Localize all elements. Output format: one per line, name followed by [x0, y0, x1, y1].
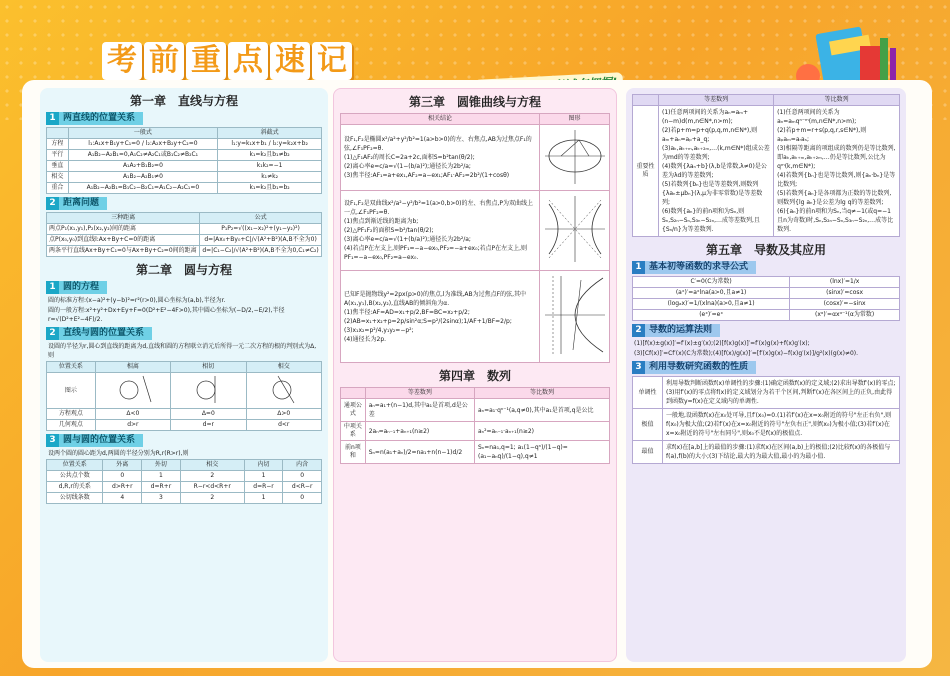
text-line: (3)aₖ,aₖ₊ₘ,aₖ₊₂ₘ,…(k,m∈N*)组成公差为md的等差数列;	[662, 145, 770, 161]
table-cell: A₁A₂+B₁B₂=0	[68, 161, 218, 172]
table-header	[47, 128, 69, 139]
text-line: 设F₁,F₂是椭圆x²/a²+y²/b²=1(a>b>0)的左、右焦点,AB为过焦点F₁的弦,∠F₁PF₂=θ.	[344, 136, 532, 152]
function-property-table	[632, 376, 900, 464]
table-cell: d=|C₁−C₂|/√(A²+B²)(A,B不全为0,C₁≠C₂)	[200, 246, 322, 257]
table-cell: aₙ²=aₙ₋₁·aₙ₊₁(n≥2)	[475, 422, 610, 441]
table-cell: 0	[283, 493, 322, 504]
table-cell: 垂直	[47, 161, 69, 172]
table-row	[341, 271, 610, 363]
table-cell: 2aₙ=aₙ₋₁+aₙ₊₁(n≥2)	[365, 422, 474, 441]
title-char: 点	[228, 42, 268, 80]
table-row	[633, 409, 900, 441]
text-line: (4)通径长为2p.	[344, 335, 387, 343]
diagram-tangent	[171, 373, 246, 409]
table-cell: (lnx)′=1/x	[790, 277, 900, 288]
text-line: (4)若数列{bₙ}也是等比数列,则{aₙ·bₙ}是等比数列;	[777, 172, 896, 188]
text-line: (5)若数列{bₙ}也是等差数列,则数列{λaₙ±μbₙ}(λ,μ为非零常数)是等差数列;	[662, 181, 763, 206]
table-row	[47, 246, 322, 257]
text-line: (6)数列{aₙ}的前n项和为Sₙ,则Sₙ,S₂ₙ−Sₙ,S₃ₙ−S₂ₙ,…成等差数列,且{Sₙ/n}为等差数列.	[662, 208, 760, 233]
section-header	[46, 327, 322, 340]
text-line: (4)若点P在左支上,则PF₁=−a−ex₀,PF₂=−a+ex₀;若点P在左支上,则PF₁=−a−ex₀,PF₂=a−ex₀.	[344, 245, 528, 261]
line-circle-table	[46, 361, 322, 431]
hyperbola-figure	[540, 191, 610, 271]
diagram-intersect	[246, 373, 321, 409]
text-line: (2)若p+m=r+s(p,q,r,s∈N*),则aₚaₘ=aᵣaₛ;	[777, 127, 867, 143]
table-cell: 利用导数判断函数f(x)单调性的步骤:(1)确定函数f(x)的定义域;(2)求出导数f′(x)的零点;(3)用f′(x)的零点将f(x)的定义域划分为若干个区间,判断f′(x)在各区间上的正负,由此得到函数y=f(x)在定义域内的单调性.	[663, 377, 900, 409]
section-number: 1	[46, 112, 59, 125]
table-cell: d=R+r	[142, 482, 181, 493]
title-char: 重	[186, 42, 226, 80]
table-header: 等比数列	[774, 95, 900, 106]
table-cell: k₁=k₂且b₁=b₂	[218, 183, 322, 194]
table-cell: 公共点个数	[47, 471, 103, 482]
table-cell: 图示	[47, 373, 96, 409]
derivative-rules-2: (3)[Cf(x)]′=Cf′(x)(C为常数);(4)[f(x)/g(x)]′=[f′(x)g(x)−f(x)g′(x)]/g²(x)(g(x)≠0).	[634, 350, 859, 357]
table-header: 相交	[246, 362, 321, 373]
table-row	[47, 172, 322, 183]
table-row	[633, 299, 900, 310]
arithmetic-properties	[659, 106, 774, 237]
table-cell: 极值	[633, 409, 663, 441]
circle-circle-table	[46, 459, 322, 504]
chapter-3-title: 第三章 圆锥曲线与方程	[408, 95, 541, 109]
table-cell: d,R,r的关系	[47, 482, 103, 493]
ellipse-figure	[540, 125, 610, 191]
table-cell: 重要性质	[633, 106, 659, 237]
text-line: 设F₁,F₂是双曲线x²/a²−y²/b²=1(a>0,b>0)的左、右焦点,P为双曲线上一点,∠F₁PF₂=θ.	[344, 200, 534, 216]
table-cell: d>R+r	[103, 482, 142, 493]
table-row	[633, 106, 900, 237]
section-number: 2	[632, 324, 645, 337]
table-cell: 两点P₁(x₁,y₁),P₂(x₂,y₂)间的距离	[47, 224, 200, 235]
table-header: 相交	[180, 460, 244, 471]
table-header: 位置关系	[47, 460, 103, 471]
table-cell: A₁B₂−A₂B₁=0,A₁C₂≠A₂C₁或B₁C₂≠B₂C₁	[68, 150, 218, 161]
text-line: 已知F是抛物线y²=2px(p>0)的焦点,l为准线,AB为过焦点F的弦,其中A(x₁,y₁),B(x₂,y₂),直线AB的倾斜角为α.	[344, 290, 527, 307]
section-label: 两直线的位置关系	[59, 112, 143, 125]
table-cell: 2	[180, 471, 244, 482]
text-line: (2)△PF₁F₂的面积S=b²/tan(θ/2);	[344, 227, 434, 234]
table-header: 图形	[540, 114, 610, 125]
conic-table	[340, 113, 610, 363]
column-2	[333, 88, 617, 662]
table-cell: A₁B₂−A₂B₁≠0	[68, 172, 218, 183]
text-line: (2)AB=x₁+x₂+p=2p/sin²α;S=p²/(2sinα);1/AF+1/BF=2/p;	[344, 317, 512, 325]
text-line: (3)x₁x₂=p²/4,y₁y₂=−p²;	[344, 326, 414, 334]
title-char: 考	[102, 42, 142, 80]
ellipse-conclusions	[341, 125, 540, 191]
line-circle-intro: 设圆的半径为r,圆心到直线的距离为d,直线和圆的方程联立消元后所得一元二次方程的根的判别式为Δ,则	[48, 343, 317, 359]
table-cell: (aˣ)′=aˣlna(a>0,且a≠1)	[633, 288, 790, 299]
section-header	[632, 361, 900, 374]
section-label: 直线与圆的位置关系	[59, 327, 152, 340]
text-line: (1)任意两项间的关系为aₙ=aₘqⁿ⁻ᵐ(m,n∈N*,n>m);	[777, 109, 857, 125]
diagram-separate	[95, 373, 170, 409]
table-cell: 4	[103, 493, 142, 504]
table-cell: k₁=k₂且b₁≠b₂	[218, 150, 322, 161]
table-cell: d=|Ax₀+By₀+C|/√(A²+B²)(A,B不全为0)	[200, 235, 322, 246]
section-number: 3	[632, 361, 645, 374]
table-row	[633, 288, 900, 299]
table-row	[47, 139, 322, 150]
table-header: 三种距离	[47, 213, 200, 224]
table-cell: k₁k₂=−1	[218, 161, 322, 172]
table-cell: Sₙ=na₁,q=1; a₁(1−qⁿ)/(1−q)=(a₁−aₙq)/(1−q),q≠1	[475, 441, 610, 464]
text-line: (1)焦半径:AF=AD=x₁+p/2,BF=BC=x₂+p/2;	[344, 308, 470, 316]
text-line: (5)若数列{aₙ}是各项都为正数的等比数列,则数列{lg aₙ}是公差为lg q的等差数列;	[777, 190, 892, 206]
table-cell: 中项关系	[341, 422, 366, 441]
table-header: 等差数列	[659, 95, 774, 106]
section-header	[46, 197, 322, 210]
table-row	[47, 493, 322, 504]
table-cell: 一般地,设函数f(x)在x₀处可导,且f′(x₀)=0.(1)若f′(x)在x=x₀附近的符号"左正右负",则f(x₀)为极大值;(2)若f′(x)在x=x₀附近的符号"左负右正",则f(x₀)为极小值;(3)若f′(x)在x=x₀附近的符号"左右同号",则x₀不是f(x)的极值点.	[663, 409, 900, 441]
distance-table	[46, 212, 322, 257]
table-header: 等差数列	[365, 388, 474, 399]
section-number: 3	[46, 434, 59, 447]
parabola-figure	[540, 271, 610, 363]
table-cell: 单调性	[633, 377, 663, 409]
table-cell: aₙ=a₁·qⁿ⁻¹(a,q≠0),其中a₁是首项,q是公比	[475, 399, 610, 422]
circle-standard-eq: 圆的标准方程:(x−a)²+(y−b)²=r²(r>0),圆心坐标为(a,b),半径为r.	[48, 297, 226, 304]
table-cell: 平行	[47, 150, 69, 161]
table-cell: (xᵅ)′=αxᵅ⁻¹(α为常数)	[790, 310, 900, 321]
text-line: (3)相隔等距离的项组成的数列仍是等比数列,即aₖ,aₖ₊ₘ,aₖ₊₂ₘ,…仍是等比数列,公比为qᵐ(k,m∈N*);	[777, 145, 896, 170]
text-line: (2)离心率e=c/a=√(1−(b/a)²);通径长为2b²/a;	[344, 163, 471, 170]
table-cell: (logₐx)′=1/(xlna)(a>0,且a≠1)	[633, 299, 790, 310]
table-row	[47, 161, 322, 172]
parabola-conclusions	[341, 271, 540, 363]
table-cell: 方程观点	[47, 409, 96, 420]
text-line: (3)焦半径:AF₁=a+ex₁,AF₂=a−ex₁;AF₁·AF₂=2b²/(1+cosθ)	[344, 172, 510, 179]
title-char: 前	[144, 42, 184, 80]
section-header	[46, 434, 322, 447]
table-header: 斜截式	[218, 128, 322, 139]
table-cell: 2	[180, 493, 244, 504]
table-cell: 3	[142, 493, 181, 504]
section-label: 距离问题	[59, 197, 107, 210]
section-number: 1	[632, 261, 645, 274]
table-cell: 最值	[633, 441, 663, 464]
table-cell: C′=0(C为常数)	[633, 277, 790, 288]
table-cell: 1	[244, 493, 283, 504]
hyperbola-conclusions	[341, 191, 540, 271]
table-row	[47, 409, 322, 420]
table-cell: Δ>0	[246, 409, 321, 420]
table-header: 内切	[244, 460, 283, 471]
circle-circle-intro: 设两个圆的圆心距为d,两圆的半径分别为R,r(R>r),则	[48, 450, 189, 457]
section-label: 导数的运算法则	[645, 324, 720, 337]
table-header: 外切	[142, 460, 181, 471]
table-cell: 方程	[47, 139, 69, 150]
table-cell: Sₙ=n(a₁+aₙ)/2=na₁+n(n−1)d/2	[365, 441, 474, 464]
table-cell: 0	[283, 471, 322, 482]
table-header: 一般式	[68, 128, 218, 139]
text-line: (2)若p+m=p+q(p,q,m,n∈N*),则aₘ+aₙ=aₚ+a_q;	[662, 127, 758, 143]
table-cell: 重合	[47, 183, 69, 194]
chapter-2-title: 第二章 圆与方程	[135, 263, 232, 277]
line-relation-table	[46, 127, 322, 194]
chapter-4-title: 第四章 数列	[438, 369, 511, 383]
table-row	[341, 191, 610, 271]
table-header: 外离	[103, 460, 142, 471]
table-cell: 公切线条数	[47, 493, 103, 504]
table-cell: P₁P₂=√((x₁−x₂)²+(y₁−y₂)²)	[200, 224, 322, 235]
derivative-formula-table	[632, 276, 900, 321]
text-line: (1)焦点到渐近线的距离为b;	[344, 218, 419, 225]
table-row	[341, 422, 610, 441]
section-header	[632, 324, 900, 337]
table-header: 位置关系	[47, 362, 96, 373]
table-cell: 两条平行直线Ax+By+C₁=0与Ax+By+C₂=0间的距离	[47, 246, 200, 257]
table-row	[47, 420, 322, 431]
section-number: 2	[46, 197, 59, 210]
table-cell: l₁:A₁x+B₁y+C₁=0 / l₂:A₂x+B₂y+C₂=0	[68, 139, 218, 150]
section-header	[46, 281, 322, 294]
table-row	[341, 399, 610, 422]
text-line: (6){aₙ}的前n项和为Sₙ,当q≠−1(或q=−1且n为奇数)时,Sₙ,S₂ₙ−Sₙ,S₃ₙ−S₂ₙ,…成等比数列.	[777, 208, 894, 233]
sequence-properties-table	[632, 94, 900, 237]
column-3	[626, 88, 906, 662]
derivative-rules-1: (1)[f(x)±g(x)]′=f′(x)±g′(x);(2)[f(x)g(x)]′=f′(x)g(x)+f(x)g′(x);	[634, 340, 810, 347]
table-row	[47, 235, 322, 246]
table-cell: l₁:y=k₁x+b₁ / l₂:y=k₂x+b₂	[218, 139, 322, 150]
table-cell: Δ=0	[171, 409, 246, 420]
chapter-1-title: 第一章 直线与方程	[129, 94, 238, 108]
section-header	[46, 112, 322, 125]
table-cell: d>r	[95, 420, 170, 431]
section-header	[632, 261, 900, 274]
sequence-table	[340, 387, 610, 464]
table-cell: d<R−r	[283, 482, 322, 493]
column-1	[40, 88, 328, 662]
table-row	[341, 125, 610, 191]
table-cell: (eˣ)′=eˣ	[633, 310, 790, 321]
section-number: 1	[46, 281, 59, 294]
table-cell: (cosx)′=−sinx	[790, 299, 900, 310]
title-char: 速	[270, 42, 310, 80]
section-label: 利用导数研究函数的性质	[645, 361, 756, 374]
section-label: 基本初等函数的求导公式	[645, 261, 756, 274]
chapter-5-title: 第五章 导数及其应用	[705, 243, 826, 257]
text-line: (1)△F₁AF₂的周长C=2a+2c,面积S=b²tan(θ/2);	[344, 154, 475, 161]
table-cell: 求f(x)在[a,b]上的最值的步骤:(1)求f(x)在区间(a,b)上的极值;(2)比较f(x)的各极值与f(a),f(b)的大小;(3)下结论,最大的为最大值,最小的为最小值.	[663, 441, 900, 464]
section-label: 圆与圆的位置关系	[59, 434, 143, 447]
table-cell: 前n项和	[341, 441, 366, 464]
table-cell: d<r	[246, 420, 321, 431]
table-header: 相切	[171, 362, 246, 373]
table-row	[633, 277, 900, 288]
table-cell: d=r	[171, 420, 246, 431]
title-char: 记	[312, 42, 352, 80]
table-row	[47, 224, 322, 235]
table-cell: 相交	[47, 172, 69, 183]
table-header	[341, 388, 366, 399]
page-title	[96, 42, 358, 80]
table-row	[633, 310, 900, 321]
table-row	[47, 150, 322, 161]
table-cell: 1	[142, 471, 181, 482]
circle-general-eq: 圆的一般方程:x²+y²+Dx+Ey+F=0(D²+E²−4F>0),其中圆心坐标为(−D/2,−E/2),半径r=√(D²+E²−4F)/2.	[48, 307, 285, 323]
text-line: (1)任意两项间的关系为aₙ=aₘ+(n−m)d(m,n∈N*,n>m);	[662, 109, 749, 125]
table-row	[47, 373, 322, 409]
table-row	[633, 441, 900, 464]
table-cell: 通项公式	[341, 399, 366, 422]
table-cell: 1	[244, 471, 283, 482]
table-cell: (sinx)′=cosx	[790, 288, 900, 299]
table-cell: Δ<0	[95, 409, 170, 420]
text-line: (4)数列{λaₙ+b}(λ,b是常数,λ≠0)是公差为λd的等差数列;	[662, 163, 767, 179]
geometric-properties	[774, 106, 900, 237]
table-cell: A₁B₂−A₂B₁=B₁C₂−B₂C₁=A₁C₂−A₂C₁=0	[68, 183, 218, 194]
table-cell: d=R−r	[244, 482, 283, 493]
table-header: 等比数列	[475, 388, 610, 399]
table-row	[47, 183, 322, 194]
table-cell: aₙ=a₁+(n−1)d,其中a₁是首项,d是公差	[365, 399, 474, 422]
table-header	[633, 95, 659, 106]
section-number: 2	[46, 327, 59, 340]
table-cell: R−r<d<R+r	[180, 482, 244, 493]
text-line: (3)离心率e=c/a=√(1+(b/a)²);通径长为2b²/a;	[344, 236, 471, 243]
table-row	[47, 482, 322, 493]
table-row	[633, 377, 900, 409]
table-cell: 几何观点	[47, 420, 96, 431]
table-cell: 0	[103, 471, 142, 482]
table-header: 相关结论	[341, 114, 540, 125]
section-label: 圆的方程	[59, 281, 107, 294]
table-cell: 点P(x₀,y₀)到直线l:Ax+By+C=0的距离	[47, 235, 200, 246]
table-cell: k₁≠k₂	[218, 172, 322, 183]
table-row	[341, 441, 610, 464]
table-header: 内含	[283, 460, 322, 471]
table-header: 相离	[95, 362, 170, 373]
table-header: 公式	[200, 213, 322, 224]
table-row	[47, 471, 322, 482]
